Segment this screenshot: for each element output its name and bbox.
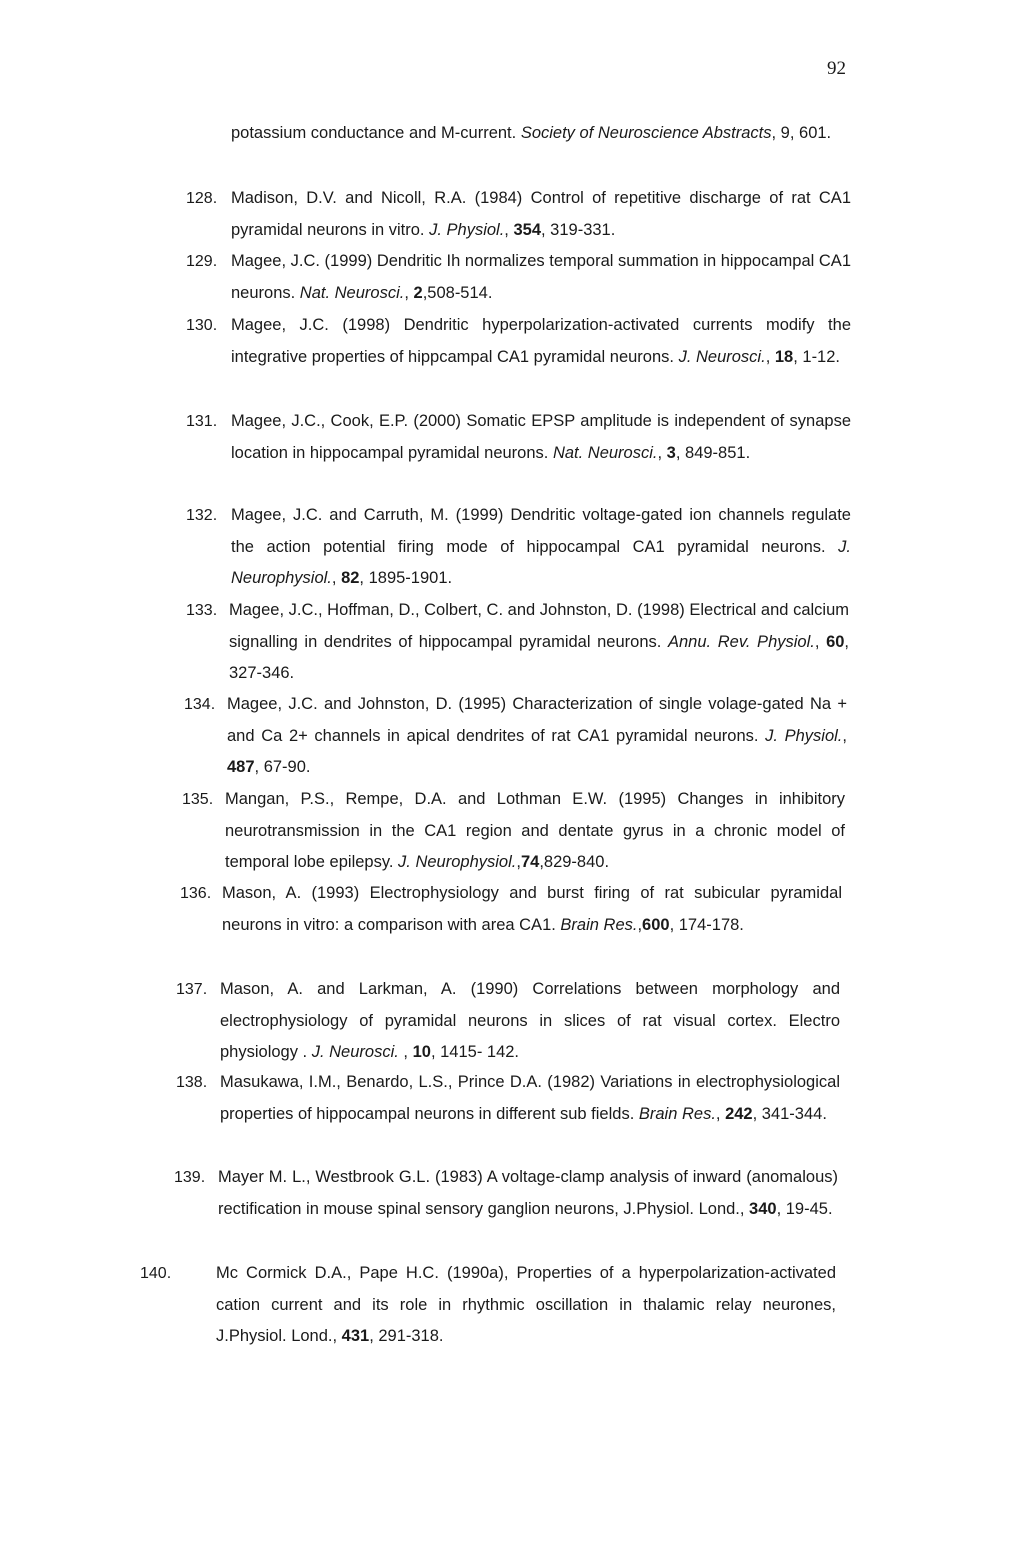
reference-number: 131. xyxy=(186,413,218,430)
reference-volume: 3 xyxy=(666,443,676,462)
reference-pages: , 67-90. xyxy=(254,758,311,776)
reference-volume: 242 xyxy=(725,1104,753,1123)
reference-text: Mason, A. (1993) Electrophysiology and burst firing of rat subicular pyramidal neurons in vitro: a comparison with area CA1. xyxy=(222,884,842,934)
reference-text: Masukawa, I.M., Benardo, L.S., Prince D.A. (1982) Variations in electrophysiological properties of hippocampal neurons in different sub fields. xyxy=(220,1073,840,1123)
reference-journal: Nat. Neurosci. xyxy=(299,283,405,302)
reference-sep: , xyxy=(842,726,847,745)
reference-body xyxy=(220,1067,840,1130)
reference-body xyxy=(225,784,845,879)
reference-journal: Brain Res. xyxy=(638,1104,716,1123)
reference-body xyxy=(231,246,851,309)
reference-body xyxy=(231,500,851,595)
reference-pages: , 849-851. xyxy=(675,443,751,462)
reference-text: Mason, A. and Larkman, A. (1990) Correlations between morphology and electrophysiology of pyramidal neurons in slices of rat visual cortex. Electro physiology . xyxy=(220,980,840,1061)
reference-sep: , xyxy=(516,853,521,871)
reference-body xyxy=(231,406,851,469)
reference-sep: , xyxy=(814,632,827,651)
reference-tail: , 9, 601. xyxy=(771,124,832,142)
reference-pages: , 1415- 142. xyxy=(430,1043,520,1061)
reference-volume: 10 xyxy=(412,1043,431,1061)
reference-journal: Brain Res. xyxy=(560,915,638,934)
reference-pages: ,508-514. xyxy=(422,283,493,302)
reference-number: 136. xyxy=(180,885,212,902)
reference-number: 130. xyxy=(186,317,218,334)
reference-volume: 74 xyxy=(520,853,540,871)
reference-sep: , xyxy=(637,915,643,934)
reference-journal: J. Neurophysiol. xyxy=(398,853,517,871)
reference-body xyxy=(231,310,851,373)
reference-volume: 2 xyxy=(413,283,423,302)
reference-body xyxy=(231,118,851,150)
reference-volume: 354 xyxy=(513,220,541,239)
reference-sep: , xyxy=(398,1043,413,1061)
reference-number: 139. xyxy=(174,1169,206,1186)
reference-number: 128. xyxy=(186,190,218,207)
reference-sep: , xyxy=(657,443,667,462)
reference-pages: , 174-178. xyxy=(669,915,744,934)
reference-pages: ,829-840. xyxy=(539,853,610,871)
reference-pages: , 341-344. xyxy=(752,1104,827,1123)
reference-text: Madison, D.V. and Nicoll, R.A. (1984) Control of repetitive discharge of rat CA1 pyramidal neurons in vitro. xyxy=(231,189,851,239)
reference-text: Magee, J.C., Cook, E.P. (2000) Somatic EPSP amplitude is independent of synapse location in hippocampal pyramidal neurons. xyxy=(231,412,851,462)
reference-journal: Annu. Rev. Physiol. xyxy=(667,632,815,651)
reference-volume: 18 xyxy=(774,347,794,366)
reference-volume: 82 xyxy=(341,569,360,587)
reference-number: 135. xyxy=(182,791,214,808)
reference-number: 137. xyxy=(176,981,208,998)
reference-pages: , 1-12. xyxy=(793,347,840,366)
reference-text: Mangan, P.S., Rempe, D.A. and Lothman E.W. (1995) Changes in inhibitory neurotransmission in the CA1 region and dentate gyrus in a chronic model of temporal lobe epilepsy. xyxy=(225,790,845,871)
reference-journal: J. Neurophysiol. xyxy=(231,537,851,587)
reference-body xyxy=(231,183,851,246)
reference-pages: , 1895-1901. xyxy=(359,569,453,587)
reference-volume: 487 xyxy=(227,758,255,776)
reference-body xyxy=(229,595,849,690)
reference-text: Mc Cormick D.A., Pape H.C. (1990a), Properties of a hyperpolarization-activated cation current and its role in rhythmic oscillation in thalamic relay neurones, J.Physiol. Lond., xyxy=(216,1264,836,1345)
reference-journal: J. Neurosci. xyxy=(678,347,766,366)
reference-text: Magee, J.C. (1998) Dendritic hyperpolarization-activated currents modify the integrative properties of hippcampal CA1 pyramidal neurons. xyxy=(231,316,851,366)
reference-number: 140. xyxy=(140,1265,172,1282)
reference-pages: , 291-318. xyxy=(369,1327,444,1345)
reference-body xyxy=(216,1258,836,1353)
reference-body xyxy=(218,1162,838,1225)
reference-sep: , xyxy=(765,347,775,366)
reference-text: potassium conductance and M-current. xyxy=(231,124,521,142)
reference-volume: 60 xyxy=(826,632,845,651)
reference-body xyxy=(222,878,842,941)
reference-volume: 431 xyxy=(341,1327,370,1345)
reference-pages: , 319-331. xyxy=(541,220,616,239)
reference-text: Mayer M. L., Westbrook G.L. (1983) A voltage-clamp analysis of inward (anomalous) rectification in mouse spinal sensory ganglion neurons, J.Physiol. Lond., xyxy=(218,1168,838,1218)
reference-number: 133. xyxy=(186,602,218,619)
reference-text: Magee, J.C. and Carruth, M. (1999) Dendritic voltage-gated ion channels regulate the action potential firing mode of hippocampal CA1 pyramidal neurons. xyxy=(231,506,851,556)
reference-volume: 600 xyxy=(642,915,670,934)
reference-number: 132. xyxy=(186,507,218,524)
reference-sep: , xyxy=(404,283,414,302)
reference-sep: , xyxy=(504,220,514,239)
reference-number: 138. xyxy=(176,1074,208,1091)
reference-text: Magee, J.C. (1999) Dendritic Ih normalizes temporal summation in hippocampal CA1 neurons. xyxy=(231,252,851,302)
reference-body xyxy=(220,974,840,1069)
reference-volume: 340 xyxy=(749,1199,777,1218)
reference-journal: J. Physiol. xyxy=(765,726,843,745)
reference-journal: J. Neurosci. xyxy=(311,1043,399,1061)
reference-number: 134. xyxy=(184,696,216,713)
reference-number: 129. xyxy=(186,253,218,270)
reference-pages: , 19-45. xyxy=(776,1199,833,1218)
reference-journal: J. Physiol. xyxy=(429,220,505,239)
page-number: 92 xyxy=(827,58,846,79)
reference-journal: Nat. Neurosci. xyxy=(552,443,658,462)
reference-sep: , xyxy=(331,569,342,587)
reference-text: Magee, J.C. and Johnston, D. (1995) Characterization of single volage-gated Na + and Ca 2+ channels in apical dendrites of rat CA1 pyramidal neurons. xyxy=(227,695,847,745)
reference-journal: Society of Neuroscience Abstracts xyxy=(520,124,772,142)
reference-body xyxy=(227,689,847,784)
reference-text: Magee, J.C., Hoffman, D., Colbert, C. and Johnston, D. (1998) Electrical and calcium signalling in dendrites of hippocampal pyramidal neurons. xyxy=(229,601,849,651)
reference-pages: , 327-346. xyxy=(229,632,850,682)
reference-sep: , xyxy=(715,1104,726,1123)
